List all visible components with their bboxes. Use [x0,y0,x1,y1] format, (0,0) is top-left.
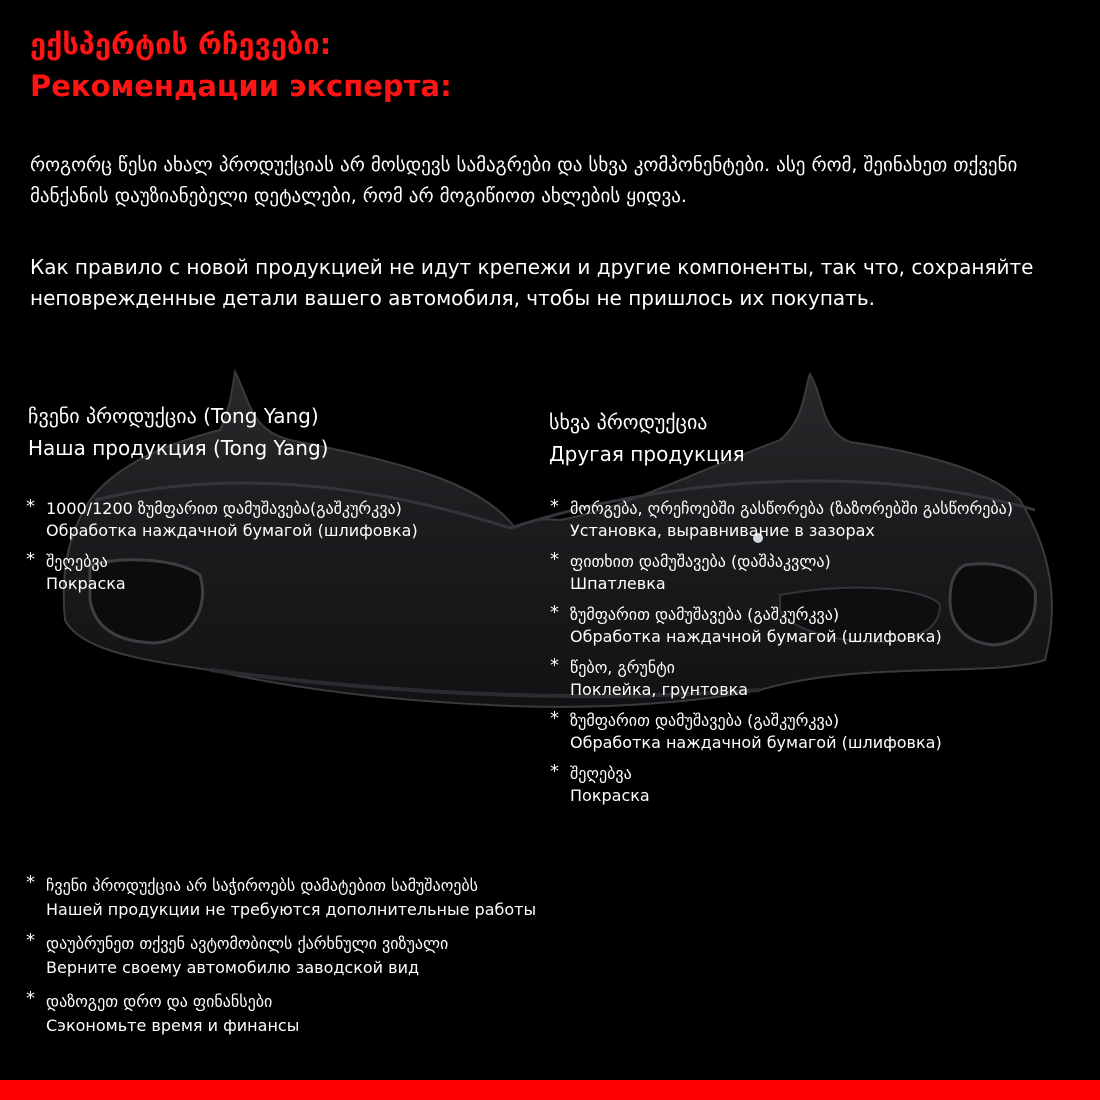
note-georgian: ჩვენი პროდუქცია არ საჭიროებს დამატებით სამუშაოებს [46,876,479,895]
list-item [26,990,536,1038]
step-russian: Поклейка, грунтовка [570,680,749,699]
list-item [550,657,1013,701]
step-russian: Обработка наждачной бумагой (шлифовка) [570,733,942,752]
our-product-steps [26,498,418,604]
bullet-star: * [26,930,35,951]
note-georgian: დაზოგეთ დრო და ფინანსები [46,992,273,1011]
other-product-title-russian: Другая продукция [549,442,745,466]
list-item [26,551,418,595]
step-russian: Установка, выравнивание в зазорах [570,521,875,540]
list-item [26,498,418,542]
step-russian: Шпатлевка [570,574,666,593]
bullet-star: * [550,496,559,517]
other-product-steps [550,498,1013,816]
step-georgian: ზუმფარით დამუშავება (გაშკურკვა) [570,605,840,624]
bullet-star: * [550,655,559,676]
note-georgian: დაუბრუნეთ თქვენ ავტომობილს ქარხნული ვიზუალი [46,934,449,953]
bullet-star: * [550,708,559,729]
bullet-star: * [550,761,559,782]
our-product-header [28,400,328,464]
note-russian: Нашей продукции не требуются дополнительные работы [46,900,537,919]
step-russian: Обработка наждачной бумагой (шлифовка) [46,521,418,540]
our-product-title-russian: Наша продукция (Tong Yang) [28,436,329,460]
note-russian: Сэкономьте время и финансы [46,1016,300,1035]
heading-georgian: ექსპერტის რჩევები: [30,27,332,61]
step-georgian: წებო, გრუნტი [570,658,675,677]
bullet-star: * [26,549,35,570]
our-product-title-georgian: ჩვენი პროდუქცია (Tong Yang) [28,404,319,428]
list-item [26,932,536,980]
step-georgian: ზუმფარით დამუშავება (გაშკურკვა) [570,711,840,730]
note-russian: Верните своему автомобилю заводской вид [46,958,420,977]
bullet-star: * [26,496,35,517]
other-product-header [549,406,745,470]
bullet-star: * [26,988,35,1009]
step-russian: Обработка наждачной бумагой (шлифовка) [570,627,942,646]
step-georgian: ფითხით დამუშავება (დაშპაკვლა) [570,552,831,571]
intro-georgian: როგორც წესი ახალ პროდუქციას არ მოსდევს სამაგრები და სხვა კომპონენტები. ასე რომ, შეინახეთ თქვენი მანქანის დაუზიანებელი დეტალები, რომ არ მოგიწიოთ ახლების ყიდვა. [30,154,1018,207]
step-russian: Покраска [570,786,650,805]
step-georgian: შეღებვა [46,552,108,571]
bullet-star: * [26,872,35,893]
other-product-title-georgian: სხვა პროდუქცია [549,410,708,434]
list-item [550,710,1013,754]
step-georgian: შეღებვა [570,764,632,783]
list-item [550,763,1013,807]
bottom-accent-bar [0,1080,1100,1100]
list-item [550,551,1013,595]
list-item [550,498,1013,542]
heading-russian: Рекомендации эксперта: [30,69,452,103]
step-georgian: მორგება, ღრეჩოებში გასწორება (ზაზორებში გასწორება) [570,499,1013,518]
benefit-notes [26,874,536,1048]
intro-russian: Как правило с новой продукцией не идут крепежи и другие компоненты, так что, сохраняйте неповрежденные детали вашего автомобиля, чтобы не пришлось их покупать. [30,255,1034,310]
bullet-star: * [550,549,559,570]
bullet-star: * [550,602,559,623]
step-georgian: 1000/1200 ზუმფარით დამუშავება(გაშკურკვა) [46,499,402,518]
step-russian: Покраска [46,574,126,593]
list-item [26,874,536,922]
list-item [550,604,1013,648]
